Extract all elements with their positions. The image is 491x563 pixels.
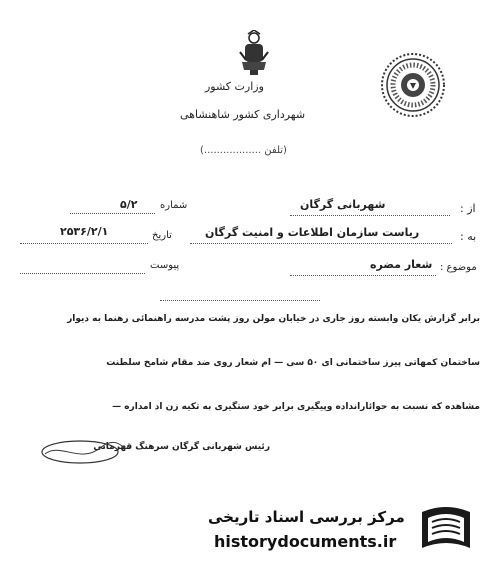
from-dotted-line bbox=[290, 215, 450, 216]
signature-text: رئیس شهربانی گرگان سرهنگ قهرمانی bbox=[93, 442, 270, 452]
watermark-url: historydocuments.ir bbox=[214, 532, 397, 551]
to-value: ریاست سازمان اطلاعات و امنیت گرگان bbox=[205, 226, 420, 239]
body-line-1: برابر گزارش یکان وابسته روز جاری در خیابان مولن روز پشت مدرسه راهنمائی رهنما به دیوار bbox=[67, 314, 480, 324]
lion-and-sun-emblem-icon bbox=[234, 30, 274, 76]
body-line-3: مشاهده که نسبت به حوائارانداده وپیگیری برابر خود ستگیری به تکیه زن اد امداره — bbox=[112, 402, 480, 412]
from-label: از : bbox=[460, 202, 476, 215]
subject-dotted-line bbox=[290, 275, 436, 276]
body-line-2: ساختمان کمهاتی پیرز ساختمانی ای ۵۰ سی — ام شعار روی ضد مقام شامخ سلطنت bbox=[106, 358, 480, 368]
date-label: تاریخ bbox=[152, 230, 172, 241]
to-dotted-line bbox=[190, 243, 452, 244]
number-dotted-line bbox=[70, 213, 155, 214]
from-value: شهربانی گرگان bbox=[300, 198, 386, 211]
phone-label: (تلفن ..................) bbox=[200, 145, 287, 156]
date-dotted-line bbox=[20, 243, 148, 244]
book-pages-logo-icon bbox=[418, 502, 474, 554]
attachment-label: پیوست bbox=[150, 260, 180, 271]
signature-scribble bbox=[40, 436, 130, 468]
to-label: به : bbox=[460, 230, 477, 243]
separator-line bbox=[160, 300, 320, 301]
municipality-title: شهرداری کشور شاهنشاهی bbox=[180, 108, 306, 121]
number-label: شماره bbox=[160, 200, 188, 211]
subject-value: شعار مضره bbox=[370, 258, 433, 271]
attachment-dotted-line bbox=[20, 273, 145, 274]
ministry-title: وزارت کشور bbox=[205, 80, 264, 93]
subject-label: موضوع : bbox=[440, 262, 477, 273]
watermark-title: مرکز بررسی اسناد تاریخی bbox=[208, 508, 405, 526]
number-value: ۵/۲ bbox=[120, 198, 138, 211]
round-stamp-seal-icon bbox=[380, 52, 446, 118]
date-value: ۲۵۳۶/۲/۱ bbox=[60, 225, 109, 238]
